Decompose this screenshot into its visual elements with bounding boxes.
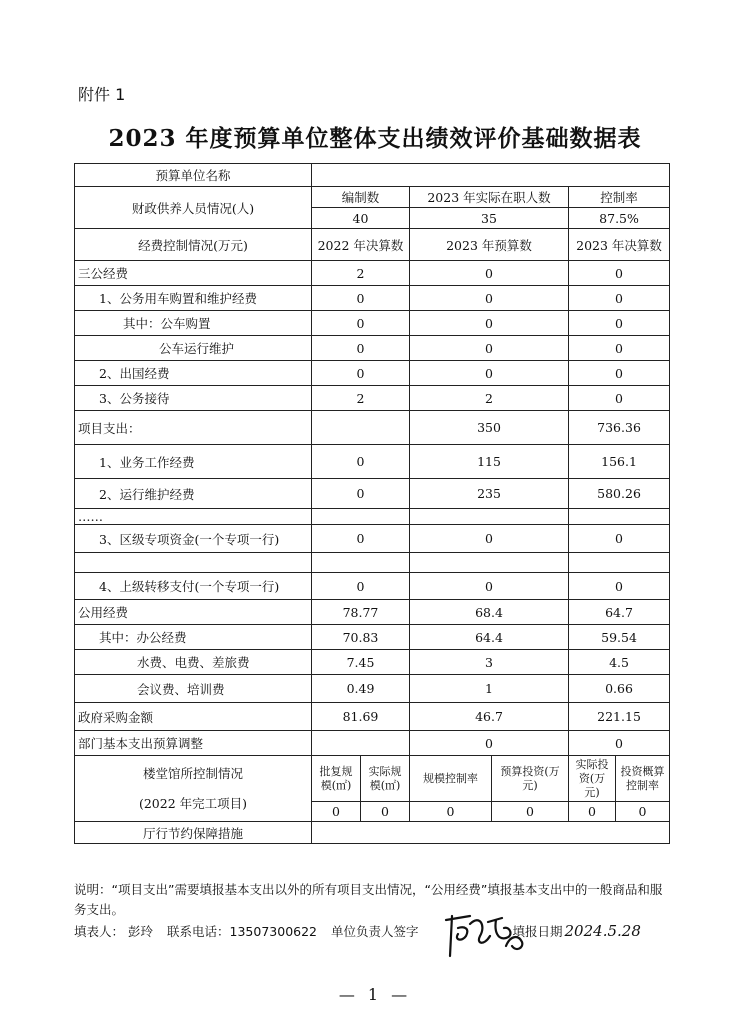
row-value-2022-final: 0 <box>312 336 410 361</box>
building-value-investment-rate: 0 <box>616 802 670 822</box>
row-value-2022-final: 0 <box>312 573 410 600</box>
staff-value-establishment: 40 <box>312 208 410 229</box>
row-value-2023-budget: 1 <box>410 675 569 703</box>
row-label: 部门基本支出预算调整 <box>75 731 312 756</box>
row-label: 其中：公车购置 <box>75 311 312 336</box>
row-label: 1、业务工作经费 <box>75 445 312 479</box>
unit-name-value <box>312 164 670 187</box>
unit-name-label: 预算单位名称 <box>75 164 312 187</box>
row-value-2023-budget: 68.4 <box>410 600 569 625</box>
row-value-2023-final: 0 <box>569 525 670 553</box>
row-value-2022-final: 0 <box>312 286 410 311</box>
staff-header-rate: 控制率 <box>569 187 670 208</box>
row-value-2023-budget: 0 <box>410 336 569 361</box>
date-value: 2024.5.28 <box>564 922 641 940</box>
row-value-2022-final: 78.77 <box>312 600 410 625</box>
row-label: 政府采购金额 <box>75 703 312 731</box>
row-value-2023-final: 0 <box>569 311 670 336</box>
performance-data-table <box>74 163 670 844</box>
row-value-2023-final: 0 <box>569 573 670 600</box>
row-label: 会议费、培训费 <box>75 675 312 703</box>
row-label: 项目支出： <box>75 411 312 445</box>
row-value-2023-final <box>569 553 670 573</box>
filler-label: 填表人： <box>74 924 125 939</box>
row-value-2022-final: 0 <box>312 445 410 479</box>
building-value-budget-investment: 0 <box>492 802 569 822</box>
row-value-2022-final: 0 <box>312 479 410 509</box>
date-label: 填报日期 <box>512 924 563 939</box>
building-header-investment-rate: 投资概算控制率 <box>616 756 670 802</box>
funds-header-2023-budget: 2023 年预算数 <box>410 229 569 261</box>
row-value-2023-budget <box>410 553 569 573</box>
phone-number: 13507300622 <box>229 924 318 939</box>
saving-measures-value <box>312 822 670 844</box>
row-label: 1、公务用车购置和维护经费 <box>75 286 312 311</box>
row-label: 4、上级转移支付(一个专项一行) <box>75 573 312 600</box>
saving-measures-label: 厅行节约保障措施 <box>75 822 312 844</box>
staff-header-establishment: 编制数 <box>312 187 410 208</box>
row-label: 3、区级专项资金(一个专项一行) <box>75 525 312 553</box>
row-value-2022-final <box>312 411 410 445</box>
staff-value-rate: 87.5% <box>569 208 670 229</box>
row-value-2023-final: 0 <box>569 386 670 411</box>
row-value-2023-budget: 350 <box>410 411 569 445</box>
row-value-2023-final: 221.15 <box>569 703 670 731</box>
staff-header-actual: 2023 年实际在职人数 <box>410 187 569 208</box>
row-value-2023-final: 0 <box>569 261 670 286</box>
row-value-2023-final: 580.26 <box>569 479 670 509</box>
building-sublabel: (2022 年完工项目) <box>138 795 248 811</box>
building-label: 楼堂馆所控制情况 <box>142 765 243 781</box>
row-value-2022-final: 0.49 <box>312 675 410 703</box>
row-value-2023-final: 156.1 <box>569 445 670 479</box>
row-value-2023-budget <box>410 509 569 525</box>
row-value-2023-budget: 3 <box>410 650 569 675</box>
row-value-2023-final: 4.5 <box>569 650 670 675</box>
row-value-2023-final: 0 <box>569 336 670 361</box>
row-value-2022-final <box>312 731 410 756</box>
building-value-actual-scale: 0 <box>361 802 410 822</box>
row-value-2023-budget: 115 <box>410 445 569 479</box>
note-text: 说明：“项目支出”需要填报基本支出以外的所有项目支出情况，“公用经费”填报基本支出中的一般商品和服务支出。 <box>74 882 663 917</box>
row-value-2022-final: 81.69 <box>312 703 410 731</box>
filler-info <box>74 922 651 940</box>
row-value-2022-final: 70.83 <box>312 625 410 650</box>
building-control-label <box>75 756 312 822</box>
row-label: 水费、电费、差旅费 <box>75 650 312 675</box>
building-value-actual-investment: 0 <box>569 802 616 822</box>
building-header-budget-investment: 预算投资(万元) <box>492 756 569 802</box>
filler-name: 彭玲 <box>128 924 154 939</box>
row-label <box>75 553 312 573</box>
phone-label: 联系电话： <box>167 924 230 939</box>
signature-mark <box>440 906 530 966</box>
row-value-2022-final: 2 <box>312 386 410 411</box>
row-label: 2、出国经费 <box>75 361 312 386</box>
row-value-2023-budget: 0 <box>410 286 569 311</box>
row-value-2023-budget: 64.4 <box>410 625 569 650</box>
staff-label: 财政供养人员情况(人) <box>75 187 312 229</box>
row-value-2023-budget: 2 <box>410 386 569 411</box>
row-value-2023-final: 59.54 <box>569 625 670 650</box>
staff-value-actual: 35 <box>410 208 569 229</box>
building-value-approved-scale: 0 <box>312 802 361 822</box>
row-value-2023-budget: 0 <box>410 525 569 553</box>
row-value-2023-budget: 0 <box>410 573 569 600</box>
row-value-2023-final: 64.7 <box>569 600 670 625</box>
row-value-2023-budget: 0 <box>410 361 569 386</box>
row-value-2023-final: 0.66 <box>569 675 670 703</box>
row-label: 公用经费 <box>75 600 312 625</box>
row-label: 2、运行维护经费 <box>75 479 312 509</box>
building-header-actual-scale: 实际规模(㎡) <box>361 756 410 802</box>
row-value-2023-budget: 0 <box>410 731 569 756</box>
row-label: …… <box>75 509 312 525</box>
funds-label: 经费控制情况(万元) <box>75 229 312 261</box>
building-header-approved-scale: 批复规模(㎡) <box>312 756 361 802</box>
row-value-2023-final: 736.36 <box>569 411 670 445</box>
page-title: 2023 年度预算单位整体支出绩效评价基础数据表 <box>108 125 642 152</box>
building-header-scale-rate: 规模控制率 <box>410 756 492 802</box>
row-value-2022-final: 2 <box>312 261 410 286</box>
row-value-2022-final: 7.45 <box>312 650 410 675</box>
row-value-2022-final <box>312 553 410 573</box>
row-value-2023-final: 0 <box>569 286 670 311</box>
row-value-2023-final: 0 <box>569 731 670 756</box>
building-value-scale-rate: 0 <box>410 802 492 822</box>
row-value-2023-budget: 0 <box>410 311 569 336</box>
row-value-2022-final: 0 <box>312 361 410 386</box>
leader-signature-label: 单位负责人签字 <box>331 924 419 939</box>
page-number: — 1 — <box>338 985 412 1004</box>
funds-header-2023-final: 2023 年决算数 <box>569 229 670 261</box>
row-label: 其中：办公经费 <box>75 625 312 650</box>
row-label: 3、公务接待 <box>75 386 312 411</box>
row-label: 公车运行维护 <box>75 336 312 361</box>
row-value-2022-final <box>312 509 410 525</box>
row-value-2023-final <box>569 509 670 525</box>
funds-header-2022-final: 2022 年决算数 <box>312 229 410 261</box>
building-header-actual-investment: 实际投资(万元) <box>569 756 616 802</box>
row-label: 三公经费 <box>75 261 312 286</box>
attachment-label: 附件 1 <box>78 85 126 104</box>
row-value-2022-final: 0 <box>312 311 410 336</box>
row-value-2023-budget: 0 <box>410 261 569 286</box>
row-value-2023-budget: 235 <box>410 479 569 509</box>
row-value-2023-budget: 46.7 <box>410 703 569 731</box>
row-value-2023-final: 0 <box>569 361 670 386</box>
row-value-2022-final: 0 <box>312 525 410 553</box>
